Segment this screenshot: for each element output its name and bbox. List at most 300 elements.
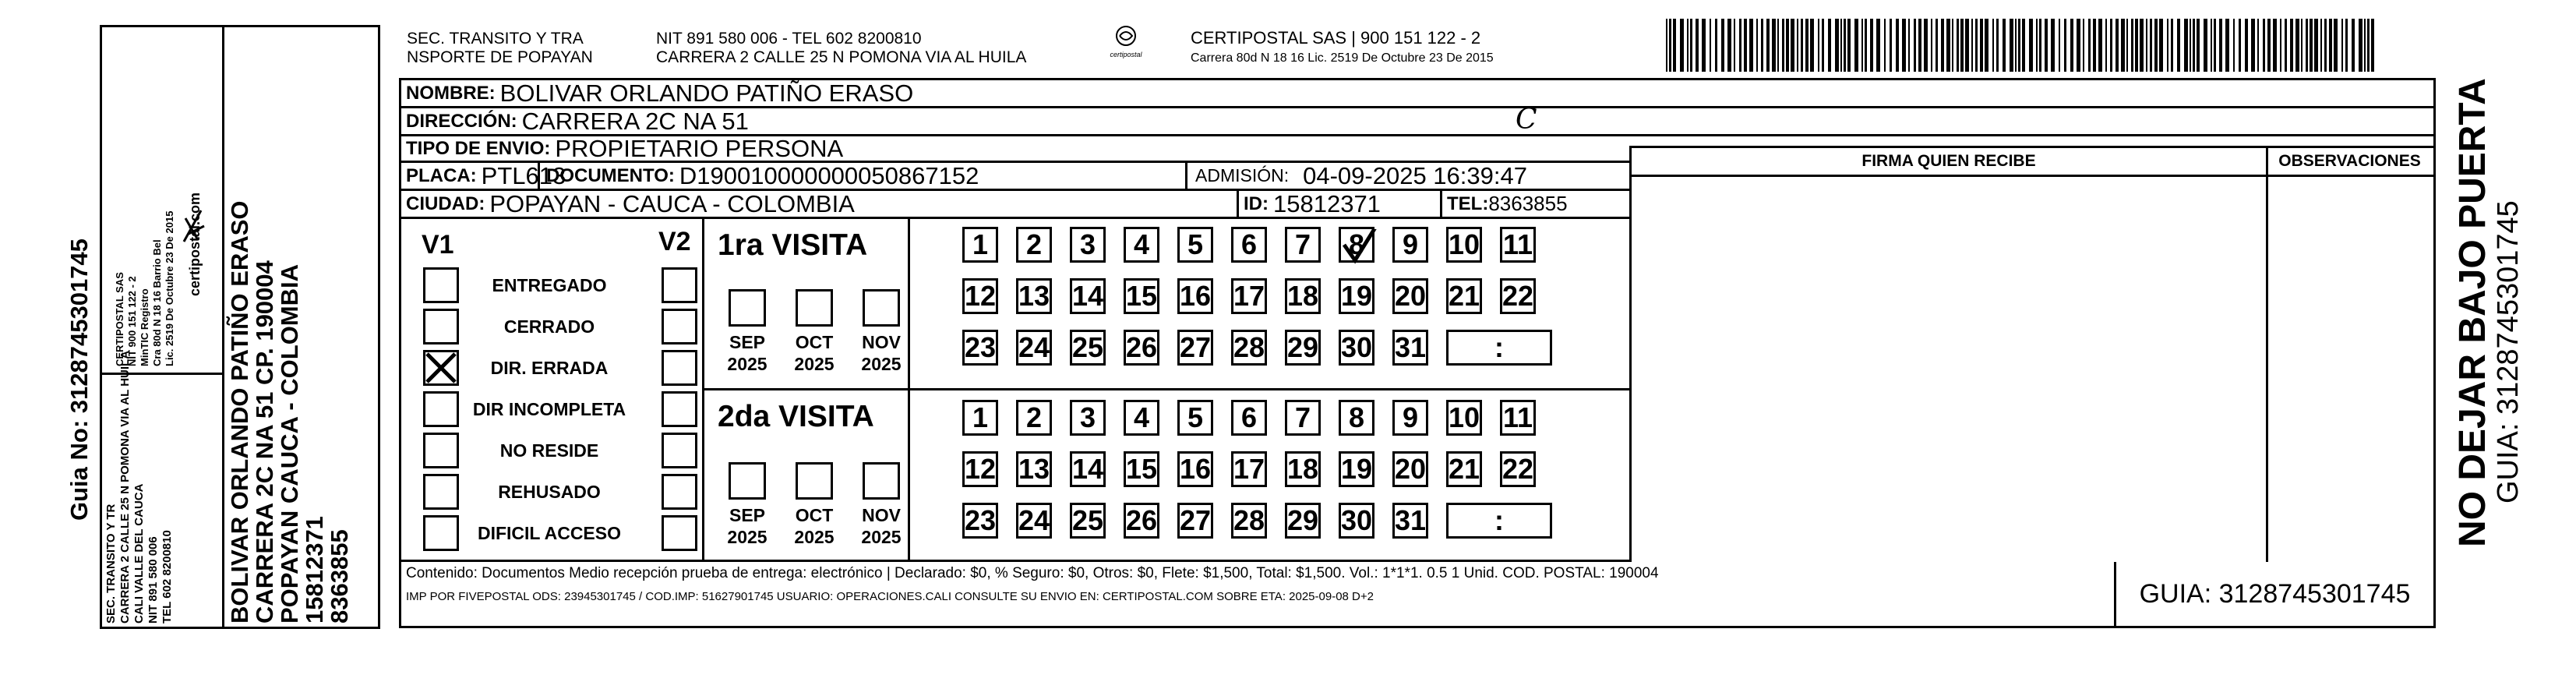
- barcode-bar: [2345, 19, 2348, 72]
- barcode-bar: [2263, 19, 2265, 72]
- barcode-bar: [2314, 19, 2318, 72]
- day-box[interactable]: [1177, 227, 1213, 263]
- checkmark-icon: [1341, 229, 1377, 265]
- day-label: 26: [1125, 331, 1158, 363]
- barcode-bar: [1810, 19, 1814, 72]
- barcode-bar: [2193, 19, 2195, 72]
- documento-label: DOCUMENTO:: [546, 164, 675, 186]
- barcode-bar: [1865, 19, 1867, 72]
- day-box[interactable]: [1285, 227, 1321, 263]
- day-box[interactable]: [1446, 451, 1482, 487]
- day-box[interactable]: [1500, 400, 1536, 436]
- tipo-value: PROPIETARIO PERSONA: [555, 134, 844, 162]
- day-label: 7: [1294, 401, 1311, 433]
- barcode-bar: [1822, 19, 1824, 72]
- barcode-bar: [2022, 19, 2025, 72]
- day-box[interactable]: [1392, 227, 1428, 263]
- month-checkbox[interactable]: [863, 289, 900, 327]
- nombre-value: BOLIVAR ORLANDO PATIÑO ERASO: [499, 79, 914, 107]
- status-reason-label: ENTREGADO: [492, 275, 607, 295]
- day-label: 23: [964, 331, 997, 363]
- day-label: 31: [1394, 331, 1427, 363]
- day-box[interactable]: [1285, 400, 1321, 436]
- day-box[interactable]: [962, 400, 998, 436]
- status-reason-label: CERRADO: [503, 316, 595, 337]
- barcode-bar: [1666, 19, 1667, 72]
- day-label: 10: [1448, 401, 1480, 433]
- day-box[interactable]: [1070, 227, 1106, 263]
- day-label: 27: [1179, 331, 1212, 363]
- barcode-bar: [1680, 19, 1684, 72]
- day-label: 2: [1025, 401, 1043, 433]
- day-box[interactable]: [1070, 451, 1106, 487]
- v2-checkbox[interactable]: [662, 309, 697, 344]
- barcode-bar: [2115, 19, 2119, 72]
- barcode-bar: [1876, 19, 1880, 72]
- tipo-label: TIPO DE ENVIO:: [406, 137, 551, 159]
- day-label: 18: [1286, 453, 1319, 485]
- month-checkbox[interactable]: [796, 462, 833, 500]
- day-box[interactable]: [1070, 330, 1106, 366]
- barcode-bar: [1710, 19, 1711, 72]
- barcode-bar: [2070, 19, 2073, 72]
- day-label: 10: [1448, 228, 1480, 260]
- stub-sender-line: SEC. TRANSITO Y TR: [104, 503, 118, 624]
- barcode-bar: [2233, 19, 2235, 72]
- day-label: 4: [1133, 401, 1150, 433]
- day-box[interactable]: [1285, 330, 1321, 366]
- day-label: 4: [1133, 228, 1150, 260]
- day-label: 16: [1179, 280, 1212, 312]
- day-box[interactable]: [1339, 451, 1374, 487]
- barcode-bar: [1669, 19, 1671, 72]
- id-label: ID:: [1244, 193, 1269, 214]
- v2-checkbox[interactable]: [662, 515, 697, 551]
- id-cell: [1239, 191, 1442, 217]
- stub-sender-line: NIT 891 580 006: [146, 536, 160, 624]
- documento-cell: [540, 163, 1187, 189]
- stub-courier-line: Lic. 2519 De Octubre 23 De 2015: [164, 210, 175, 366]
- day-box[interactable]: [962, 330, 998, 366]
- placa-value: PTL613: [481, 161, 566, 189]
- barcode-bar: [2219, 19, 2222, 72]
- stub-sender-line: TEL 602 8200810: [161, 530, 174, 624]
- barcode-bar: [2018, 19, 2020, 72]
- barcode-bar: [2051, 19, 2055, 72]
- time-box[interactable]: [1446, 330, 1552, 366]
- day-box[interactable]: [1070, 400, 1106, 436]
- header-sender-line1: SEC. TRANSITO Y TRA: [407, 30, 584, 48]
- barcode-bar: [1854, 19, 1858, 72]
- day-box[interactable]: [1016, 330, 1052, 366]
- v2-checkbox[interactable]: [662, 350, 697, 386]
- status-reason-label: REHUSADO: [498, 482, 601, 502]
- barcode-bar: [2267, 19, 2271, 72]
- day-label: 18: [1286, 280, 1319, 312]
- day-label: 5: [1187, 228, 1204, 260]
- day-label: 6: [1240, 228, 1258, 260]
- barcode-bar: [1884, 19, 1886, 72]
- day-box[interactable]: [1231, 400, 1267, 436]
- month-checkbox[interactable]: [796, 289, 833, 327]
- barcode-bar: [2214, 19, 2216, 72]
- month-label: OCT 2025: [794, 505, 835, 547]
- header-sender: [407, 30, 593, 67]
- day-box[interactable]: [962, 451, 998, 487]
- header-address-line: CARRERA 2 CALLE 25 N POMONA VIA AL HUILA: [656, 48, 1027, 66]
- main-frame: [399, 78, 2436, 628]
- barcode-bar: [2015, 19, 2017, 72]
- barcode-bar: [1801, 19, 1803, 72]
- day-box[interactable]: [1285, 278, 1321, 314]
- certipostal-logo-icon: [1100, 25, 1152, 64]
- day-box[interactable]: [1177, 503, 1213, 539]
- barcode-bar: [2359, 19, 2363, 72]
- day-box[interactable]: [962, 503, 998, 539]
- barcode-bar: [2131, 19, 2133, 72]
- barcode-bar: [1971, 19, 1973, 72]
- day-box[interactable]: [1124, 400, 1159, 436]
- barcode-bar: [1980, 19, 1983, 72]
- documento-value: D190010000000050867152: [679, 161, 979, 189]
- v2-checkbox[interactable]: [662, 474, 697, 510]
- barcode-bar: [1931, 19, 1932, 72]
- nombre-label: NOMBRE:: [406, 82, 496, 104]
- direccion-value: CARRERA 2C NA 51: [521, 107, 749, 135]
- barcode-bar: [1782, 19, 1784, 72]
- day-box[interactable]: [1016, 227, 1052, 263]
- day-label: 30: [1340, 331, 1373, 363]
- barcode-bar: [2121, 19, 2125, 72]
- barcode-bar: [1721, 19, 1724, 72]
- stub-recipient: [228, 187, 352, 624]
- placa-label: PLACA:: [406, 164, 477, 186]
- barcode-bar: [1828, 19, 1831, 72]
- day-label: 1: [972, 401, 989, 433]
- day-box[interactable]: [1446, 278, 1482, 314]
- barcode-bar: [1734, 19, 1735, 72]
- day-box[interactable]: [1016, 400, 1052, 436]
- barcode-bar: [1805, 19, 1808, 72]
- day-box[interactable]: [1124, 451, 1159, 487]
- direccion-row: [401, 104, 2433, 136]
- status-reason-label: NO RESIDE: [499, 440, 599, 461]
- stub-sender-line: CALI VALLE DEL CAUCA: [132, 483, 146, 624]
- day-label: 23: [964, 504, 997, 536]
- day-box[interactable]: [1339, 278, 1374, 314]
- stub-courier: [114, 39, 176, 366]
- barcode-bar: [2098, 19, 2102, 72]
- barcode-bar: [1772, 19, 1776, 72]
- day-label: 8: [1348, 401, 1365, 433]
- day-label: 30: [1340, 504, 1373, 536]
- tel-cell: [1442, 192, 1568, 216]
- header-sender-line2: NSPORTE DE POPAYAN: [407, 48, 593, 66]
- day-box[interactable]: [1392, 330, 1428, 366]
- day-box[interactable]: [1124, 278, 1159, 314]
- barcode-bar: [2371, 19, 2374, 72]
- barcode-bar: [2295, 19, 2299, 72]
- no-dejar-bajo-puerta: NO DEJAR BAJO PUERTA: [2452, 78, 2493, 547]
- barcode-bar: [1847, 19, 1851, 72]
- day-box[interactable]: [1285, 451, 1321, 487]
- barcode-bar: [1861, 19, 1863, 72]
- status-reason-label: DIR INCOMPLETA: [472, 399, 626, 419]
- barcode-bar: [2177, 19, 2180, 72]
- day-label: 27: [1179, 504, 1212, 536]
- v2-checkbox[interactable]: [662, 267, 697, 303]
- status-reason-label: DIR. ERRADA: [490, 358, 609, 378]
- day-label: :: [1494, 504, 1504, 536]
- stub-recipient-line: 15812371: [301, 516, 328, 624]
- day-box[interactable]: [1016, 451, 1052, 487]
- guia-vertical: GUIA: 3128745301745: [2492, 200, 2525, 503]
- barcode-bar: [2064, 19, 2066, 72]
- day-label: 24: [1018, 504, 1050, 536]
- ciudad-label: CIUDAD:: [406, 193, 485, 214]
- day-label: 12: [964, 453, 997, 485]
- day-label: 3: [1079, 401, 1096, 433]
- nombre-row: [401, 80, 2433, 108]
- admision-cell: [1187, 162, 1527, 190]
- barcode-bar: [2367, 19, 2370, 72]
- day-label: 16: [1179, 453, 1212, 485]
- day-label: 17: [1233, 453, 1265, 485]
- barcode-bar: [1914, 19, 1916, 72]
- barcode-bar: [2190, 19, 2191, 72]
- day-box[interactable]: [1124, 227, 1159, 263]
- barcode-bar: [1777, 19, 1779, 72]
- tel-value: 8363855: [1488, 192, 1568, 215]
- visit1-title: 1ra VISITA: [718, 228, 868, 262]
- header-courier-line1: CERTIPOSTAL SAS | 900 151 122 - 2: [1191, 28, 1481, 48]
- day-label: 1: [972, 228, 989, 260]
- day-box[interactable]: [1500, 451, 1536, 487]
- barcode-bar: [1744, 19, 1747, 72]
- barcode-bar: [2167, 19, 2168, 72]
- day-box[interactable]: [1500, 227, 1536, 263]
- visit2-title: 2da VISITA: [718, 400, 874, 433]
- v2-checkbox[interactable]: [662, 391, 697, 427]
- barcode-bar: [2088, 19, 2091, 72]
- admision-value: 04-09-2025 16:39:47: [1303, 161, 1527, 189]
- barcode-bar: [2110, 19, 2112, 72]
- handwritten-mark: C: [1516, 104, 1537, 136]
- header-courier-line2: Carrera 80d N 18 16 Lic. 2519 De Octubre 23 De 2015: [1191, 51, 1494, 65]
- day-box[interactable]: [962, 227, 998, 263]
- stub-divider-vertical: [222, 25, 224, 629]
- stub-recipient-line: POPAYAN CAUCA - COLOMBIA: [276, 263, 303, 624]
- barcode-bar: [2010, 19, 2013, 72]
- day-label: 3: [1079, 228, 1096, 260]
- month-label: SEP 2025: [727, 505, 768, 547]
- barcode-bar: [1786, 19, 1789, 72]
- stub-recipient-line: CARRERA 2C NA 51 CP. 190004: [251, 260, 278, 624]
- barcode-bar: [1715, 19, 1717, 72]
- barcode-bar: [2285, 19, 2287, 72]
- month-label: NOV 2025: [861, 505, 902, 547]
- month-checkbox[interactable]: [729, 462, 766, 500]
- barcode-bar: [1791, 19, 1794, 72]
- barcode-bar: [1908, 19, 1910, 72]
- month-label: SEP 2025: [727, 332, 768, 374]
- day-box[interactable]: [1177, 330, 1213, 366]
- month-checkbox[interactable]: [863, 462, 900, 500]
- day-box[interactable]: [1124, 330, 1159, 366]
- firma-column: [1629, 146, 2268, 562]
- barcode-bar: [1952, 19, 1953, 72]
- day-label: 28: [1233, 504, 1265, 536]
- barcode-bar: [1687, 19, 1689, 72]
- barcode-bar: [2329, 19, 2332, 72]
- v2-label: V2: [658, 227, 691, 256]
- day-box[interactable]: [1446, 400, 1482, 436]
- barcode-bar: [2245, 19, 2248, 72]
- day-label: :: [1494, 331, 1504, 363]
- day-box[interactable]: [1339, 227, 1374, 263]
- barcode-bar: [2273, 19, 2277, 72]
- day-box[interactable]: [1177, 278, 1213, 314]
- day-label: 15: [1125, 453, 1158, 485]
- day-box[interactable]: [1177, 400, 1213, 436]
- barcode-bar: [1975, 19, 1978, 72]
- day-box[interactable]: [1070, 503, 1106, 539]
- barcode-bar: [2059, 19, 2060, 72]
- barcode-bar: [1957, 19, 1959, 72]
- barcode-bar: [2352, 19, 2355, 72]
- stub-recipient-line: 8363855: [326, 529, 353, 624]
- time-box[interactable]: [1446, 503, 1552, 539]
- stub-sender-line: CARRERA 2 CALLE 25 N POMONA VIA AL HUILA: [118, 350, 132, 624]
- barcode-bar: [2045, 19, 2048, 72]
- day-label: 22: [1501, 453, 1534, 485]
- barcode-bar: [2003, 19, 2006, 72]
- barcode-bar: [1696, 19, 1699, 72]
- barcode-bar: [1835, 19, 1839, 72]
- day-label: 6: [1240, 401, 1258, 433]
- signature-scribble-icon: [178, 203, 209, 249]
- day-box[interactable]: [1231, 278, 1267, 314]
- day-label: 26: [1125, 504, 1158, 536]
- barcode-bar: [2251, 19, 2255, 72]
- barcode-bar: [1844, 19, 1846, 72]
- barcode-bar: [1797, 19, 1798, 72]
- barcode-bar: [1690, 19, 1692, 72]
- day-label: 8: [1348, 228, 1365, 260]
- day-label: 9: [1402, 401, 1419, 433]
- day-box[interactable]: [1392, 400, 1428, 436]
- observaciones-header: OBSERVACIONES: [2266, 146, 2433, 177]
- barcode-bar: [1902, 19, 1906, 72]
- day-box[interactable]: [1500, 278, 1536, 314]
- day-label: 11: [1502, 401, 1533, 433]
- day-label: 14: [1071, 453, 1104, 485]
- day-label: 17: [1233, 280, 1265, 312]
- barcode-bar: [2036, 19, 2038, 72]
- day-box[interactable]: [1177, 451, 1213, 487]
- firma-header: FIRMA QUIEN RECIBE: [1629, 146, 2268, 177]
- day-box[interactable]: [962, 278, 998, 314]
- barcode-bar: [2077, 19, 2080, 72]
- guia-number-vertical: Guia No: 3128745301745: [65, 238, 93, 521]
- footer-guia-box: GUIA: 3128745301745: [2114, 562, 2433, 626]
- day-label: 19: [1340, 453, 1373, 485]
- barcode-bar: [1870, 19, 1873, 72]
- direccion-label: DIRECCIÓN:: [406, 110, 517, 132]
- barcode-bar: [1965, 19, 1969, 72]
- v2-checkbox[interactable]: [662, 433, 697, 468]
- ciudad-value: POPAYAN - CAUCA - COLOMBIA: [489, 189, 855, 217]
- barcode-bar: [1946, 19, 1950, 72]
- day-box[interactable]: [1231, 451, 1267, 487]
- stub-sender: [104, 350, 175, 624]
- day-label: 20: [1394, 280, 1427, 312]
- day-label: 13: [1018, 280, 1050, 312]
- day-box[interactable]: [1339, 400, 1374, 436]
- day-label: 22: [1501, 280, 1534, 312]
- day-box[interactable]: [1392, 278, 1428, 314]
- barcode-bar: [2126, 19, 2128, 72]
- barcode-bar: [1924, 19, 1928, 72]
- day-box[interactable]: [1124, 503, 1159, 539]
- month-label: OCT 2025: [794, 332, 835, 374]
- day-label: 19: [1340, 280, 1373, 312]
- barcode-bar: [2306, 19, 2308, 72]
- barcode-bar: [2290, 19, 2293, 72]
- day-box[interactable]: [1285, 503, 1321, 539]
- footer-line1: Contenido: Documentos Medio recepción prueba de entrega: electrónico | Declarado: $0, % Seguro: $0, Otros: $0, Flete: $1,500, Total: $1,500. Vol.: 1*1*1. 0.5 1 Unid. COD. POSTAL: 190004: [406, 565, 1659, 581]
- day-box[interactable]: [1231, 227, 1267, 263]
- day-box[interactable]: [1016, 503, 1052, 539]
- barcode-bar: [2146, 19, 2147, 72]
- day-box[interactable]: [1339, 503, 1374, 539]
- barcode-bar: [1818, 19, 1819, 72]
- day-label: 15: [1125, 280, 1158, 312]
- month-checkbox[interactable]: [729, 289, 766, 327]
- barcode-bar: [1890, 19, 1892, 72]
- day-box[interactable]: [1016, 278, 1052, 314]
- day-box[interactable]: [1339, 330, 1374, 366]
- barcode-bar: [2301, 19, 2303, 72]
- day-box[interactable]: [1392, 451, 1428, 487]
- day-box[interactable]: [1446, 227, 1482, 263]
- barcode-bar: [2140, 19, 2144, 72]
- barcode-bar: [1840, 19, 1842, 72]
- v1-label: V1: [422, 230, 454, 260]
- barcode-bar: [2204, 19, 2207, 72]
- barcode-bar: [2093, 19, 2096, 72]
- day-box[interactable]: [1070, 278, 1106, 314]
- tipo-row: [401, 136, 1629, 163]
- stub-courier-line: Cra 80d N 18 16 Barrio Bel: [151, 239, 163, 366]
- barcode-bar: [1673, 19, 1676, 72]
- barcode-bar: [2225, 19, 2229, 72]
- barcode-bar: [2310, 19, 2313, 72]
- barcode-bar: [1766, 19, 1770, 72]
- barcode-bar: [2171, 19, 2173, 72]
- stub-recipient-line: BOLIVAR ORLANDO PATIÑO ERASO: [226, 200, 253, 624]
- day-label: 25: [1071, 504, 1104, 536]
- day-box[interactable]: [1231, 503, 1267, 539]
- barcode-bar: [2159, 19, 2163, 72]
- day-label: 13: [1018, 453, 1050, 485]
- barcode-bar: [2211, 19, 2212, 72]
- day-box[interactable]: [1392, 503, 1428, 539]
- day-label: 11: [1502, 228, 1533, 260]
- day-label: 20: [1394, 453, 1427, 485]
- day-box[interactable]: [1231, 330, 1267, 366]
- day-label: 25: [1071, 331, 1104, 363]
